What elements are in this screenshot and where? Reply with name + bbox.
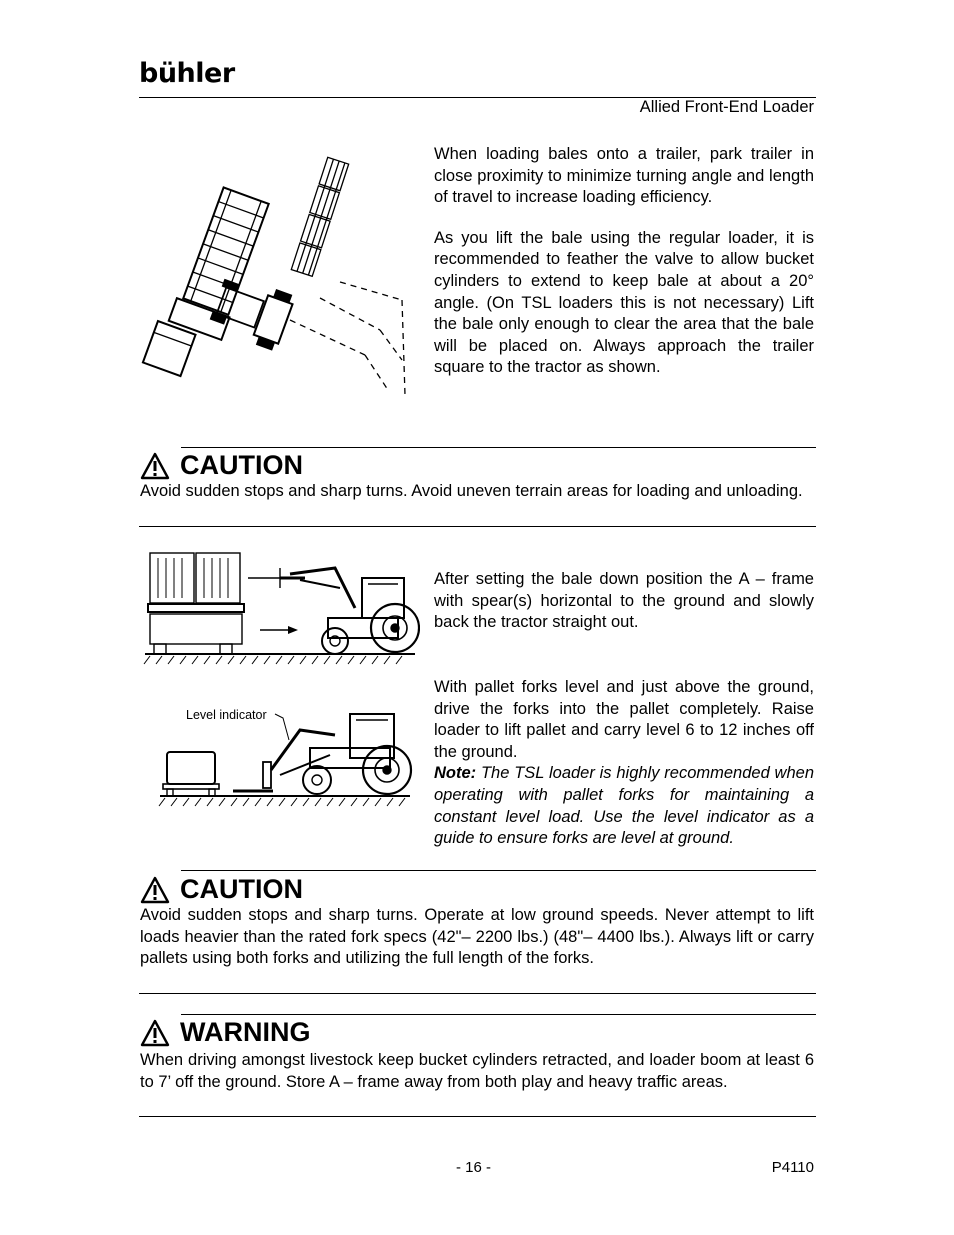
section3-paragraph: With pallet forks level and just above the ground, drive the forks into the pallet completely. Raise loader to lift pallet and carry level 6 to 12 inches off the ground. xyxy=(434,678,814,761)
caution2-top-rule xyxy=(181,870,816,871)
caution2-title: CAUTION xyxy=(180,874,303,904)
note-text: The TSL loader is highly recommended when operating with pallet forks for maintaining a constant level load. Use the level indicator as a guide to ensure forks are level at ground. xyxy=(434,764,814,848)
section1-text xyxy=(434,144,814,379)
level-indicator-label: Level indicator xyxy=(186,708,267,722)
page-number: - 16 - xyxy=(456,1159,492,1176)
caution1-top-rule xyxy=(181,447,816,448)
section3-note xyxy=(434,763,814,849)
caution1-bottom-rule xyxy=(139,526,816,527)
warning-triangle-icon xyxy=(140,876,170,904)
brand-logo: bühler xyxy=(139,58,235,89)
warning-text: When driving amongst livestock keep bucket cylinders retracted, and loader boom at least 6 to 7’ off the ground. Store A – frame away from both play and heavy traffic areas. xyxy=(140,1051,814,1091)
caution1-title: CAUTION xyxy=(180,450,303,480)
warning-bottom-rule xyxy=(139,1116,816,1117)
caution1-heading xyxy=(140,450,303,481)
section2-text: After setting the bale down position the A – frame with spear(s) horizontal to the ground and slowly back the tractor straight out. xyxy=(434,570,814,632)
warning-triangle-icon xyxy=(140,452,170,480)
figure-trailer-top-view xyxy=(140,150,410,400)
caution1-text: Avoid sudden stops and sharp turns. Avoid uneven terrain areas for loading and unloading. xyxy=(140,482,803,500)
document-number: P4110 xyxy=(771,1159,814,1176)
warning-heading xyxy=(140,1017,311,1048)
caution2-bottom-rule xyxy=(139,993,816,994)
caution2-heading xyxy=(140,874,303,905)
section3-text xyxy=(434,677,814,850)
section1-paragraph-1: When loading bales onto a trailer, park trailer in close proximity to minimize turning angle and length of travel to increase loading efficiency. xyxy=(434,145,814,207)
warning-triangle-icon xyxy=(140,1019,170,1047)
document-title: Allied Front-End Loader xyxy=(639,98,814,116)
caution2-text: Avoid sudden stops and sharp turns. Operate at low ground speeds. Never attempt to lift loads heavier than the rated fork specs (42"– 2200 lbs.) (48"– 4400 lbs.). Always lift or carry pallets using both forks and utilizing the full length of the forks. xyxy=(140,906,814,968)
note-label: Note: xyxy=(434,764,477,783)
section1-paragraph-2: As you lift the bale using the regular loader, it is recommended to feather the valve to allow bucket cylinders to extend to keep bale at about a 20° angle. (On TSL loaders this is not necessary) Lift the bale only enough to clear the area that the bale will be placed on. Always approach the trailer square to the tractor as shown. xyxy=(434,228,814,377)
warning-title: WARNING xyxy=(180,1017,311,1047)
warning-top-rule xyxy=(181,1014,816,1015)
figure-tractor-backing-out xyxy=(140,548,420,673)
